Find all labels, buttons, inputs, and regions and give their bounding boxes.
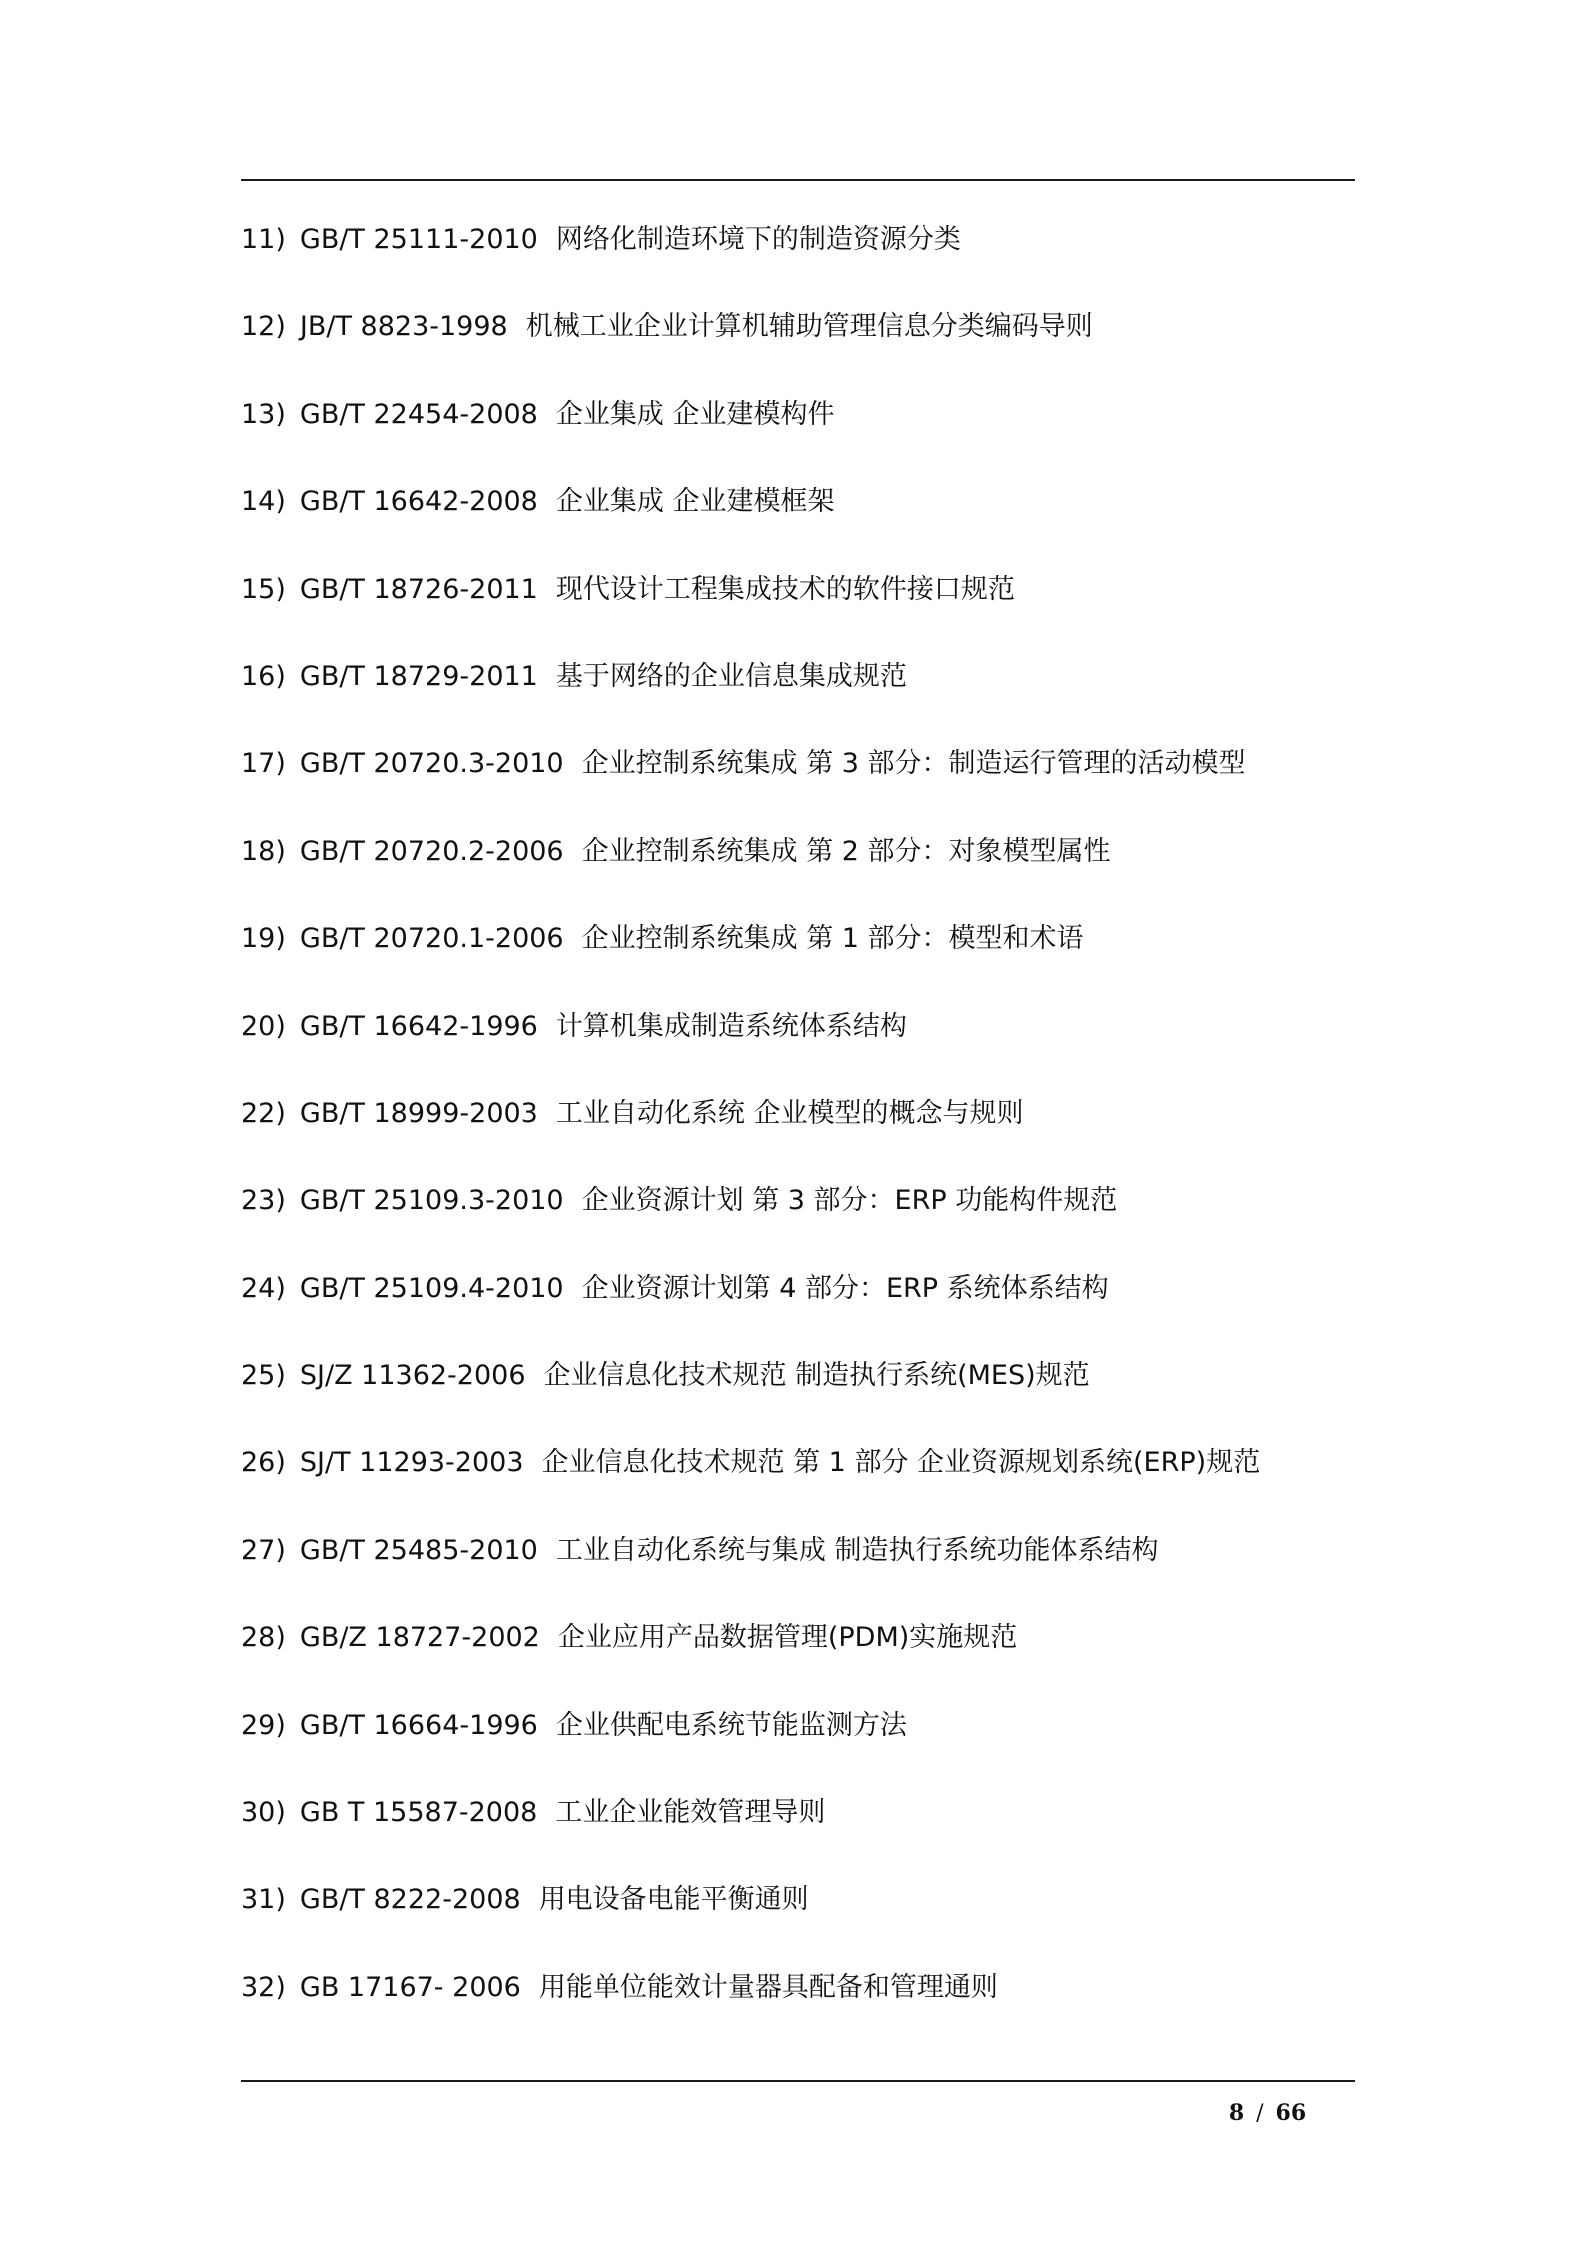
list-item	[241, 734, 1355, 821]
standard-code: SJ/T 11293-2003	[299, 1447, 524, 1479]
item-number: 11)	[241, 224, 286, 255]
standard-code: GB/T 25485-2010	[299, 1534, 538, 1566]
standard-title: 机械工业企业计算机辅助管理信息分类编码导则	[525, 311, 1093, 343]
standard-code: SJ/Z 11362-2006	[299, 1360, 526, 1392]
standard-title: 企业信息化技术规范 制造执行系统(MES)规范	[543, 1360, 1090, 1392]
item-number: 16)	[241, 660, 286, 692]
standard-title: 工业自动化系统与集成 制造执行系统功能体系结构	[555, 1534, 1159, 1566]
standard-code: GB/T 18999-2003	[299, 1097, 538, 1129]
item-number: 19)	[241, 923, 286, 955]
list-item	[241, 1171, 1355, 1258]
standard-title: 企业集成 企业建模构件	[555, 398, 835, 430]
standard-title: 用电设备电能平衡通则	[538, 1884, 809, 1916]
standard-title: 企业信息化技术规范 第 1 部分 企业资源规划系统(ERP)规范	[541, 1447, 1261, 1479]
item-number: 28)	[241, 1622, 286, 1654]
footer-rule	[241, 2080, 1355, 2082]
list-item	[241, 385, 1355, 472]
item-number: 30)	[241, 1797, 286, 1829]
standard-code: GB/T 8222-2008	[299, 1884, 521, 1916]
page-current: 8	[1228, 2100, 1245, 2126]
item-number: 25)	[241, 1360, 286, 1392]
list-item	[241, 297, 1355, 384]
list-item	[241, 822, 1355, 909]
list-item	[241, 909, 1355, 996]
standard-title: 基于网络的企业信息集成规范	[555, 660, 907, 692]
standard-code: GB T 15587-2008	[299, 1797, 538, 1829]
item-number: 27)	[241, 1534, 286, 1566]
page-total: 66	[1275, 2100, 1307, 2126]
standard-code: GB/T 20720.2-2006	[299, 835, 564, 867]
standard-title: 企业资源计划第 4 部分：ERP 系统体系结构	[581, 1272, 1109, 1304]
list-item	[241, 1259, 1355, 1346]
item-number: 13)	[241, 398, 286, 430]
standard-title: 计算机集成制造系统体系结构	[555, 1010, 907, 1042]
standard-title: 用能单位能效计量器具配备和管理通则	[538, 1971, 998, 2003]
list-item	[241, 560, 1355, 647]
standard-title: 工业自动化系统 企业模型的概念与规则	[555, 1097, 1024, 1129]
standard-code: GB/T 22454-2008	[299, 398, 538, 430]
standard-title: 企业控制系统集成 第 3 部分：制造运行管理的活动模型	[581, 748, 1246, 780]
list-item	[241, 1783, 1355, 1870]
item-number: 18)	[241, 835, 286, 867]
standard-code: GB/T 16642-1996	[299, 1010, 538, 1042]
list-item	[241, 1346, 1355, 1433]
standard-title: 企业资源计划 第 3 部分：ERP 功能构件规范	[581, 1185, 1118, 1217]
item-number: 23)	[241, 1185, 286, 1217]
list-item	[241, 1084, 1355, 1171]
standard-title: 企业供配电系统节能监测方法	[555, 1709, 907, 1741]
item-number: 26)	[241, 1447, 286, 1479]
standard-title: 工业企业能效管理导则	[555, 1797, 826, 1829]
standard-title: 企业控制系统集成 第 1 部分：模型和术语	[581, 923, 1084, 955]
standard-code: GB/T 25109.3-2010	[299, 1185, 564, 1217]
list-item	[241, 997, 1355, 1084]
item-number: 15)	[241, 573, 286, 605]
standard-code: GB/T 16664-1996	[299, 1709, 538, 1741]
standard-title: 企业控制系统集成 第 2 部分：对象模型属性	[581, 835, 1111, 867]
standard-title: 现代设计工程集成技术的软件接口规范	[555, 573, 1015, 605]
standard-title: 企业集成 企业建模框架	[555, 486, 835, 518]
list-item	[241, 1521, 1355, 1608]
standard-title: 企业应用产品数据管理(PDM)实施规范	[557, 1622, 1018, 1654]
item-number: 12)	[241, 311, 286, 343]
item-number: 31)	[241, 1884, 286, 1916]
standards-list	[241, 210, 1355, 2045]
list-item	[241, 472, 1355, 559]
standard-code: GB/T 16642-2008	[299, 486, 538, 518]
list-item	[241, 1608, 1355, 1695]
list-item	[241, 1958, 1355, 2045]
item-number: 24)	[241, 1272, 286, 1304]
list-item	[241, 1433, 1355, 1520]
item-number: 17)	[241, 748, 286, 780]
item-number: 32)	[241, 1971, 286, 2003]
page-separator: /	[1256, 2101, 1264, 2126]
standard-title: 网络化制造环境下的制造资源分类	[555, 224, 961, 255]
standard-code: GB/Z 18727-2002	[299, 1622, 540, 1654]
item-number: 20)	[241, 1010, 286, 1042]
standard-code: GB/T 25109.4-2010	[299, 1272, 564, 1304]
standard-code: GB/T 20720.3-2010	[299, 748, 564, 780]
item-number: 22)	[241, 1097, 286, 1129]
list-item	[241, 1870, 1355, 1957]
standard-code: GB/T 25111-2010	[299, 224, 538, 255]
item-number: 14)	[241, 486, 286, 518]
standard-code: GB/T 18726-2011	[299, 573, 538, 605]
standard-code: GB/T 18729-2011	[299, 660, 538, 692]
header-rule	[241, 179, 1355, 181]
standard-code: JB/T 8823-1998	[299, 311, 508, 343]
page-number	[1180, 2096, 1355, 2131]
standard-code: GB/T 20720.1-2006	[299, 923, 564, 955]
item-number: 29)	[241, 1709, 286, 1741]
list-item	[241, 210, 1355, 297]
standard-code: GB 17167- 2006	[299, 1971, 521, 2003]
list-item	[241, 647, 1355, 734]
list-item	[241, 1696, 1355, 1783]
